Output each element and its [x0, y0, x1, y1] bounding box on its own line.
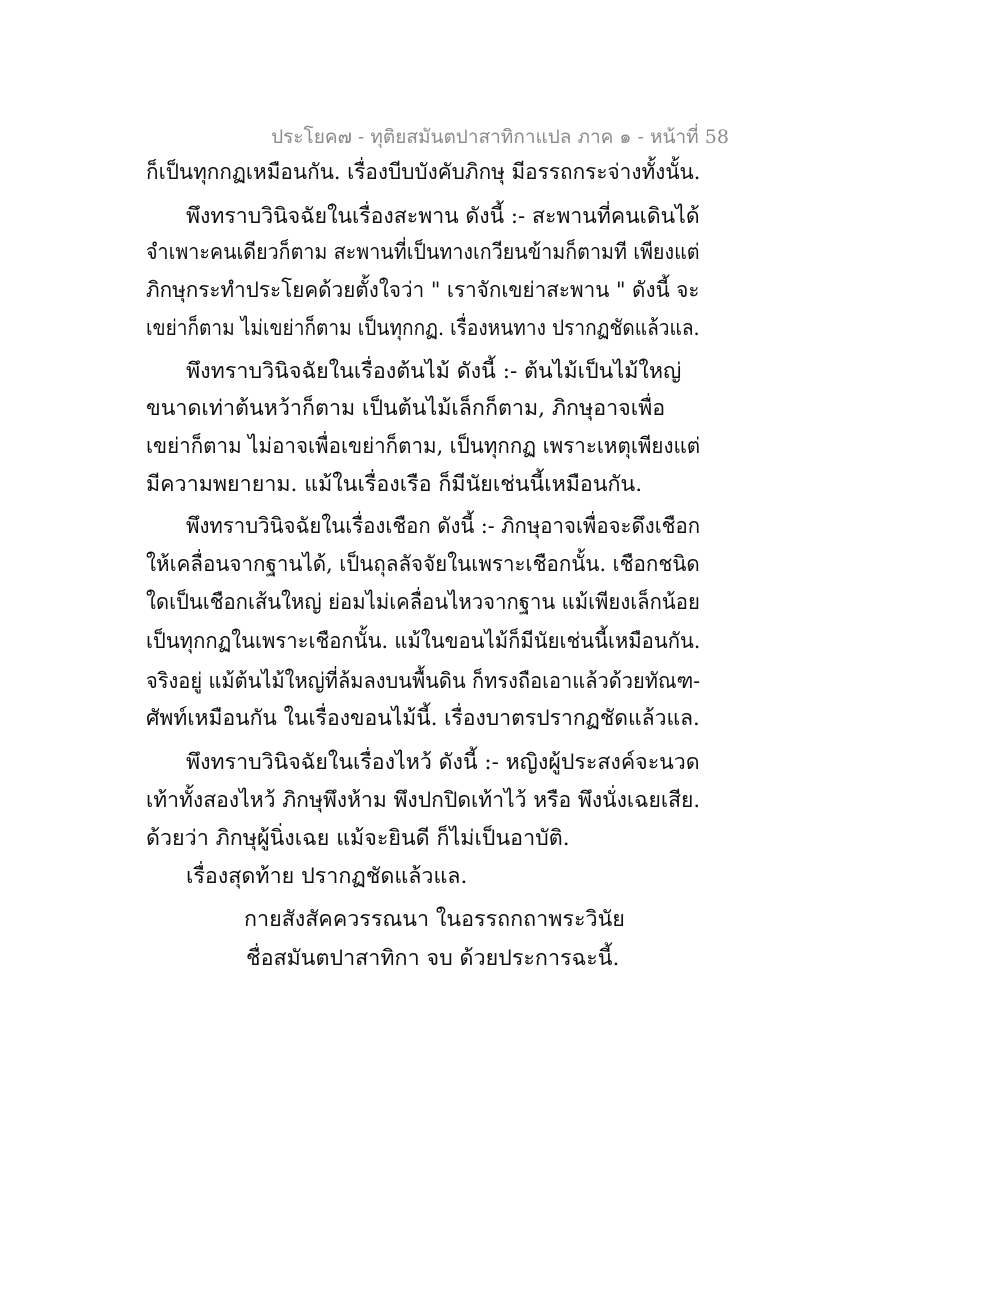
body-line-16: พึงทราบวินิจฉัยในเรื่องไหว้ ดังนี้ :- หญิงผู้ประสงค์จะนวด: [186, 750, 700, 775]
body-line-17: เท้าทั้งสองไหว้ ภิกษุพึงห้าม พึงปกปิดเท้าไว้ หรือ พึงนั่งเฉยเสีย.: [146, 788, 701, 813]
body-line-8: เขย่าก็ตาม ไม่อาจเพื่อเขย่าก็ตาม, เป็นทุกกฏ เพราะเหตุเพียงแต่: [146, 434, 701, 459]
body-line-1: ก็เป็นทุกกฏเหมือนกัน. เรื่องบีบบังคับภิกษุ มีอรรถกระจ่างทั้งนั้น.: [146, 160, 701, 185]
body-line-10: พึงทราบวินิจฉัยในเรื่องเชือก ดังนี้ :- ภิกษุอาจเพื่อจะดึงเชือก: [186, 514, 701, 539]
body-line-12: ใดเป็นเชือกเส้นใหญ่ ย่อมไม่เคลื่อนไหวจากฐาน แม้เพียงเล็กน้อย: [146, 590, 700, 615]
body-line-15: ศัพท์เหมือนกัน ในเรื่องขอนไม้นี้. เรื่องบาตรปรากฏชัดแล้วแล.: [146, 706, 700, 731]
body-line-9: มีความพยายาม. แม้ในเรื่องเรือ ก็มีนัยเช่นนี้เหมือนกัน.: [146, 472, 643, 497]
body-line-18: ด้วยว่า ภิกษุผู้นิ่งเฉย แม้จะยินดี ก็ไม่เป็นอาบัติ.: [146, 826, 570, 851]
body-line-4: ภิกษุกระทำประโยคด้วยตั้งใจว่า " เราจักเขย่าสะพาน " ดังนี้ จะ: [146, 278, 700, 303]
body-line-14: จริงอยู่ แม้ต้นไม้ใหญ่ที่ล้มลงบนพื้นดิน ก็ทรงถือเอาแล้วด้วยทัณฑ-: [146, 669, 701, 694]
body-line-7: ขนาดเท่าต้นหว้าก็ตาม เป็นต้นไม้เล็กก็ตาม, ภิกษุอาจเพื่อ: [146, 396, 666, 421]
body-line-3: จำเพาะคนเดียวก็ตาม สะพานที่เป็นทางเกวียนข้ามก็ตามที เพียงแต่: [146, 240, 700, 265]
colophon-line-2: ชื่อสมันตปาสาทิกา จบ ด้วยประการฉะนี้.: [246, 946, 620, 971]
body-line-13: เป็นทุกกฏในเพราะเชือกนั้น. แม้ในขอนไม้ก็มีนัยเช่นนี้เหมือนกัน.: [146, 629, 701, 654]
colophon-line-1: กายสังสัคควรรณนา ในอรรถกถาพระวินัย: [244, 907, 625, 932]
body-line-5: เขย่าก็ตาม ไม่เขย่าก็ตาม เป็นทุกกฏ. เรื่องหนทาง ปรากฏชัดแล้วแล.: [146, 316, 700, 341]
body-line-2: พึงทราบวินิจฉัยในเรื่องสะพาน ดังนี้ :- สะพานที่คนเดินได้: [186, 204, 700, 229]
body-line-11: ให้เคลื่อนจากฐานได้, เป็นถุลลัจจัยในเพราะเชือกนั้น. เชือกชนิด: [146, 552, 700, 577]
body-line-19: เรื่องสุดท้าย ปรากฏชัดแล้วแล.: [186, 864, 468, 889]
running-header: ประโยค๗ - ทุติยสมันตปาสาทิกาแปล ภาค ๑ - หน้าที่ 58: [271, 126, 729, 148]
body-line-6: พึงทราบวินิจฉัยในเรื่องต้นไม้ ดังนี้ :- ต้นไม้เป็นไม้ใหญ่: [186, 359, 682, 384]
